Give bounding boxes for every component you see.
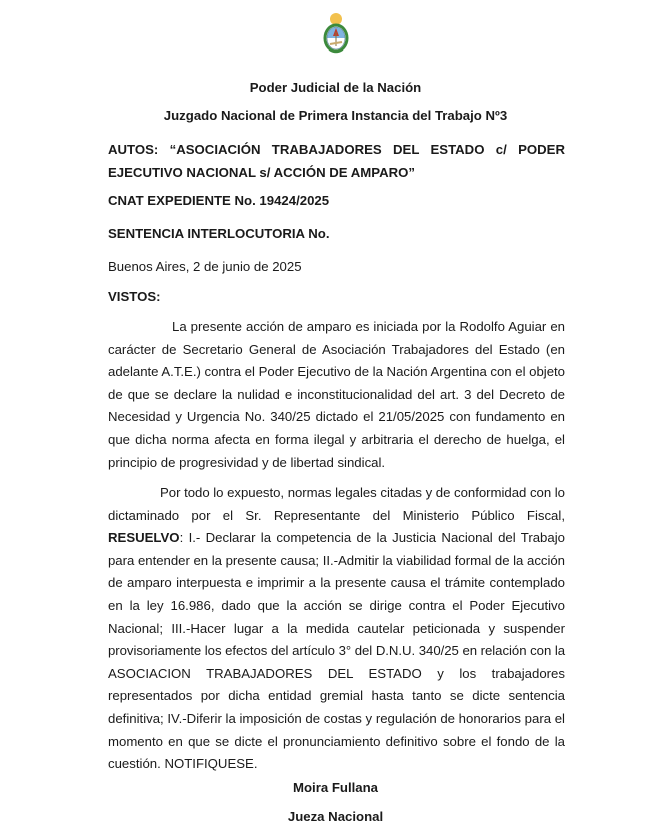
text-line — [108, 527, 565, 550]
resuelvo-label: RESUELVO — [108, 530, 180, 546]
paragraph-vistos — [108, 316, 565, 474]
text-line: de amparo interpuesta e imprimir a la presente causa el trámite contemplado — [108, 575, 565, 591]
case-file-number: CNAT EXPEDIENTE No. 19424/2025 — [108, 193, 330, 208]
text-line: cuestión. NOTIFIQUESE. — [108, 756, 258, 772]
case-caption — [108, 138, 565, 184]
text-line: carácter de Secretario General de Asociación Trabajadores del Estado (en — [108, 341, 565, 357]
tribunal-name: Juzgado Nacional de Primera Instancia del Trabajo Nº3 — [163, 108, 508, 123]
court-name: Poder Judicial de la Nación — [249, 80, 422, 95]
place-and-date: Buenos Aires, 2 de junio de 2025 — [108, 259, 302, 274]
sun-of-may — [330, 13, 342, 25]
text-line: Necesidad y Urgencia No. 340/25 dictado el 21/05/2025 con fundamento en — [108, 409, 565, 425]
text-line: en la ley 16.986, dado que la acción se dirige contra el Poder Ejecutivo — [108, 597, 565, 613]
text-line: La presente acción de amparo es iniciada por la Rodolfo Aguiar en — [172, 319, 565, 334]
judge-name: Moira Fullana — [293, 780, 378, 795]
argentine-coat-of-arms-icon — [318, 12, 354, 58]
text-line: representados por dicha entidad gremial hasta tanto se dicte sentencia — [108, 688, 565, 704]
paragraph-resuelvo — [108, 482, 565, 776]
text-line: adelante A.T.E.) contra el Poder Ejecutivo de la Nación Argentina con el objeto — [108, 364, 565, 380]
text-line: para entender en la presente causa; II.-Admitir la viabilidad formal de la acción — [108, 552, 565, 568]
text-line: momento en que se dicte el pronunciamiento definitivo sobre el fondo de la — [108, 733, 565, 749]
case-caption-line: AUTOS: “ASOCIACIÓN TRABAJADORES DEL ESTADO c/ PODER — [108, 142, 565, 157]
text-line: principio de progresividad y de libertad sindical. — [108, 454, 386, 470]
text-line: ASOCIACION TRABAJADORES DEL ESTADO y los trabajadores — [108, 665, 565, 681]
section-heading-vistos: VISTOS: — [108, 289, 161, 304]
text-line: definitiva; IV.-Diferir la imposición de costas y regulación de honorarios para el — [108, 710, 565, 726]
case-caption-line: EJECUTIVO NACIONAL s/ ACCIÓN DE AMPARO” — [108, 165, 416, 180]
text-line: dictaminado por el Sr. Representante del Ministerio Público Fiscal, — [108, 507, 565, 523]
text-fragment: : I.- Declarar la competencia de la Justicia Nacional del Trabajo — [179, 530, 565, 546]
text-line: que dicha norma afecta en forma ilegal y arbitraria el derecho de huelga, el — [108, 431, 565, 447]
text-line: provisoriamente los efectos del artículo 3° del D.N.U. 340/25 en relación con la — [108, 643, 566, 659]
text-line: Nacional; III.-Hacer lugar a la medida cautelar peticionada y suspender — [108, 620, 565, 636]
ruling-number: SENTENCIA INTERLOCUTORIA No. — [108, 226, 330, 241]
judge-title: Jueza Nacional — [287, 809, 384, 824]
text-line: Por todo lo expuesto, normas legales citadas y de conformidad con lo — [160, 485, 565, 500]
text-line: de que se declare la nulidad e inconstitucionalidad del art. 3 del Decreto de — [108, 386, 565, 402]
